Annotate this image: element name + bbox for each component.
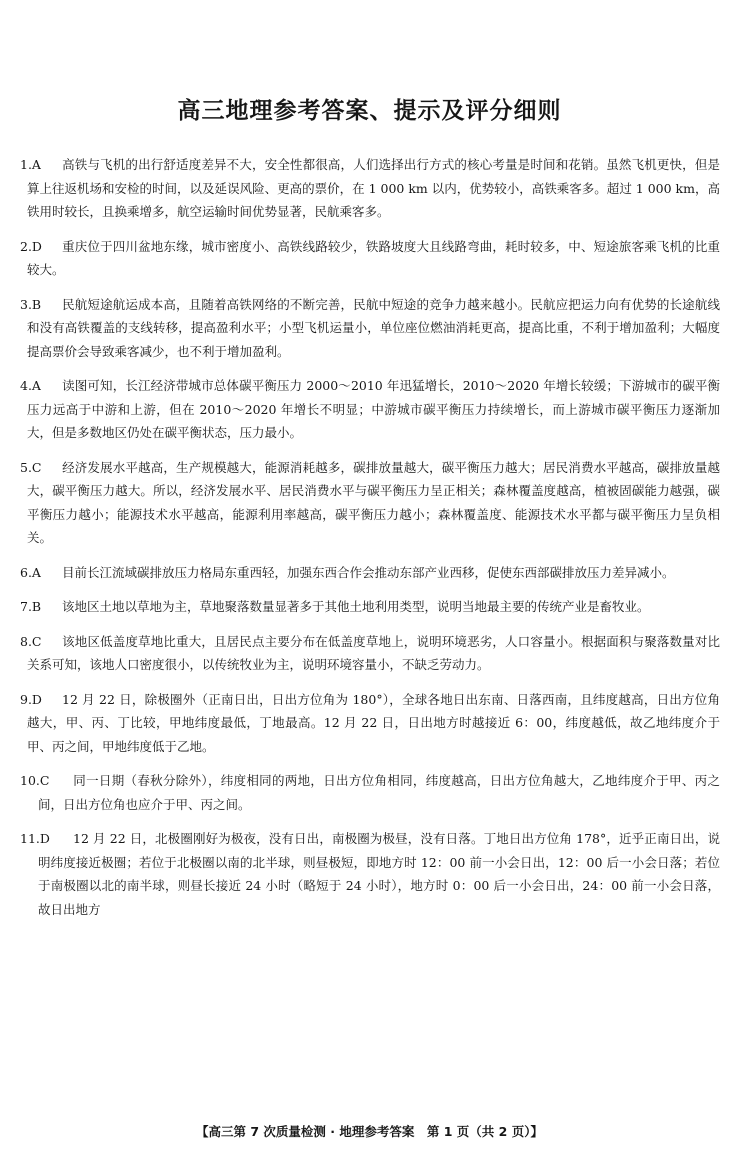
answer-explanation: 12 月 22 日，除极圈外（正南日出，日出方位角为 180°），全球各地日出东南、日落西南，且纬度越高，日出方位角越大，甲、丙、丁比较，甲地纬度最低，丁地最高。12 月 22 日，日出地方时越接近 6：00，纬度越低，故乙地纬度介于甲、丙之间，甲地纬度低于乙地。	[27, 691, 720, 754]
answer-item-4	[20, 374, 720, 445]
answer-item-7	[20, 595, 720, 619]
answer-explanation: 12 月 22 日，北极圈刚好为极夜，没有日出，南极圈为极昼，没有日落。丁地日出方位角 178°，近乎正南日出，说明纬度接近极圈；若位于北极圈以南的北半球，则昼极短，即地方时 12：00 前一小会日出，12：00 后一小会日落；若位于南极圈以北的南半球，则昼长接近 24 小时（略短于 24 小时），地方时 0：00 后一小会日出，24：00 前一小会日落，故日出地方	[38, 831, 720, 917]
answer-item-1	[20, 153, 720, 224]
answer-explanation: 同一日期（春秋分除外），纬度相同的两地，日出方位角相同，纬度越高，日出方位角越大，乙地纬度介于甲、丙之间，日出方位角也应介于甲、丙之间。	[38, 773, 720, 812]
answer-item-8	[20, 630, 720, 677]
answer-item-11	[20, 827, 720, 921]
answer-number: 10.C	[20, 773, 50, 788]
answer-item-9	[20, 688, 720, 759]
answer-item-5	[20, 456, 720, 550]
answer-number: 8.C	[20, 633, 42, 649]
answer-number: 7.B	[20, 599, 42, 614]
answer-number: 9.D	[20, 691, 42, 707]
answer-explanation: 读图可知，长江经济带城市总体碳平衡压力 2000～2010 年迅猛增长，2010～2020 年增长较缓；下游城市的碳平衡压力远高于中游和上游，但在 2010～2020 年增长不明显；中游城市碳平衡压力持续增长，而上游城市碳平衡压力逐渐加大，但是多数地区仍处在碳平衡状态，压力最小。	[27, 378, 720, 440]
answer-explanation: 目前长江流域碳排放压力格局东重西轻，加强东西合作会推动东部产业西移，促使东西部碳排放压力差异减小。	[62, 564, 675, 580]
answer-list	[20, 153, 720, 932]
answer-number: 1.A	[20, 157, 41, 172]
answer-explanation: 重庆位于四川盆地东缘，城市密度小、高铁线路较少，铁路坡度大且线路弯曲，耗时较多，中、短途旅客乘飞机的比重较大。	[27, 238, 720, 277]
answer-explanation: 民航短途航运成本高，且随着高铁网络的不断完善，民航中短途的竞争力越来越小。民航应把运力向有优势的长途航线和没有高铁覆盖的支线转移，提高盈利水平；小型飞机运量小，单位座位燃油消耗更高，提高比重，不利于增加盈利；大幅度提高票价会导致乘客减少，也不利于增加盈利。	[27, 296, 720, 359]
answer-number: 11.D	[20, 831, 50, 846]
page-footer: 【高三第 7 次质量检测 · 地理参考答案 第 1 页（共 2 页）】	[196, 1124, 543, 1139]
answer-explanation: 该地区土地以草地为主，草地聚落数量显著多于其他土地利用类型，说明当地最主要的传统产业是畜牧业。	[62, 599, 650, 614]
answer-number: 2.D	[20, 238, 42, 254]
answer-number: 6.A	[20, 564, 41, 580]
answer-explanation: 该地区低盖度草地比重大，且居民点主要分布在低盖度草地上，说明环境恶劣，人口容量小。根据面积与聚落数量对比关系可知，该地人口密度很小，以传统牧业为主，说明环境容量小，不缺乏劳动力。	[27, 633, 720, 672]
answer-number: 4.A	[20, 378, 41, 393]
answer-item-3	[20, 293, 720, 364]
answer-item-2	[20, 235, 720, 282]
answer-number: 3.B	[20, 296, 42, 312]
answer-explanation: 高铁与飞机的出行舒适度差异不大，安全性都很高，人们选择出行方式的核心考量是时间和花销。虽然飞机更快，但是算上往返机场和安检的时间，以及延误风险、更高的票价，在 1 000 km 以内，优势较小，高铁乘客多。超过 1 000 km，高铁用时较长，且换乘增多，航空运输时间优势显著，民航乘客多。	[27, 157, 720, 219]
answer-item-10	[20, 769, 720, 816]
answer-explanation: 经济发展水平越高，生产规模越大，能源消耗越多，碳排放量越大，碳平衡压力越大；居民消费水平越高，碳排放量越大，碳平衡压力越大。所以，经济发展水平、居民消费水平与碳平衡压力呈正相关；森林覆盖度越高，植被固碳能力越强，碳平衡压力越小；能源技术水平越高，能源利用率越高，碳平衡压力越小；森林覆盖度、能源技术水平都与碳平衡压力呈负相关。	[27, 459, 720, 545]
answer-item-6	[20, 561, 720, 585]
document-title: 高三地理参考答案、提示及评分细则	[177, 98, 562, 124]
answer-number: 5.C	[20, 459, 42, 475]
